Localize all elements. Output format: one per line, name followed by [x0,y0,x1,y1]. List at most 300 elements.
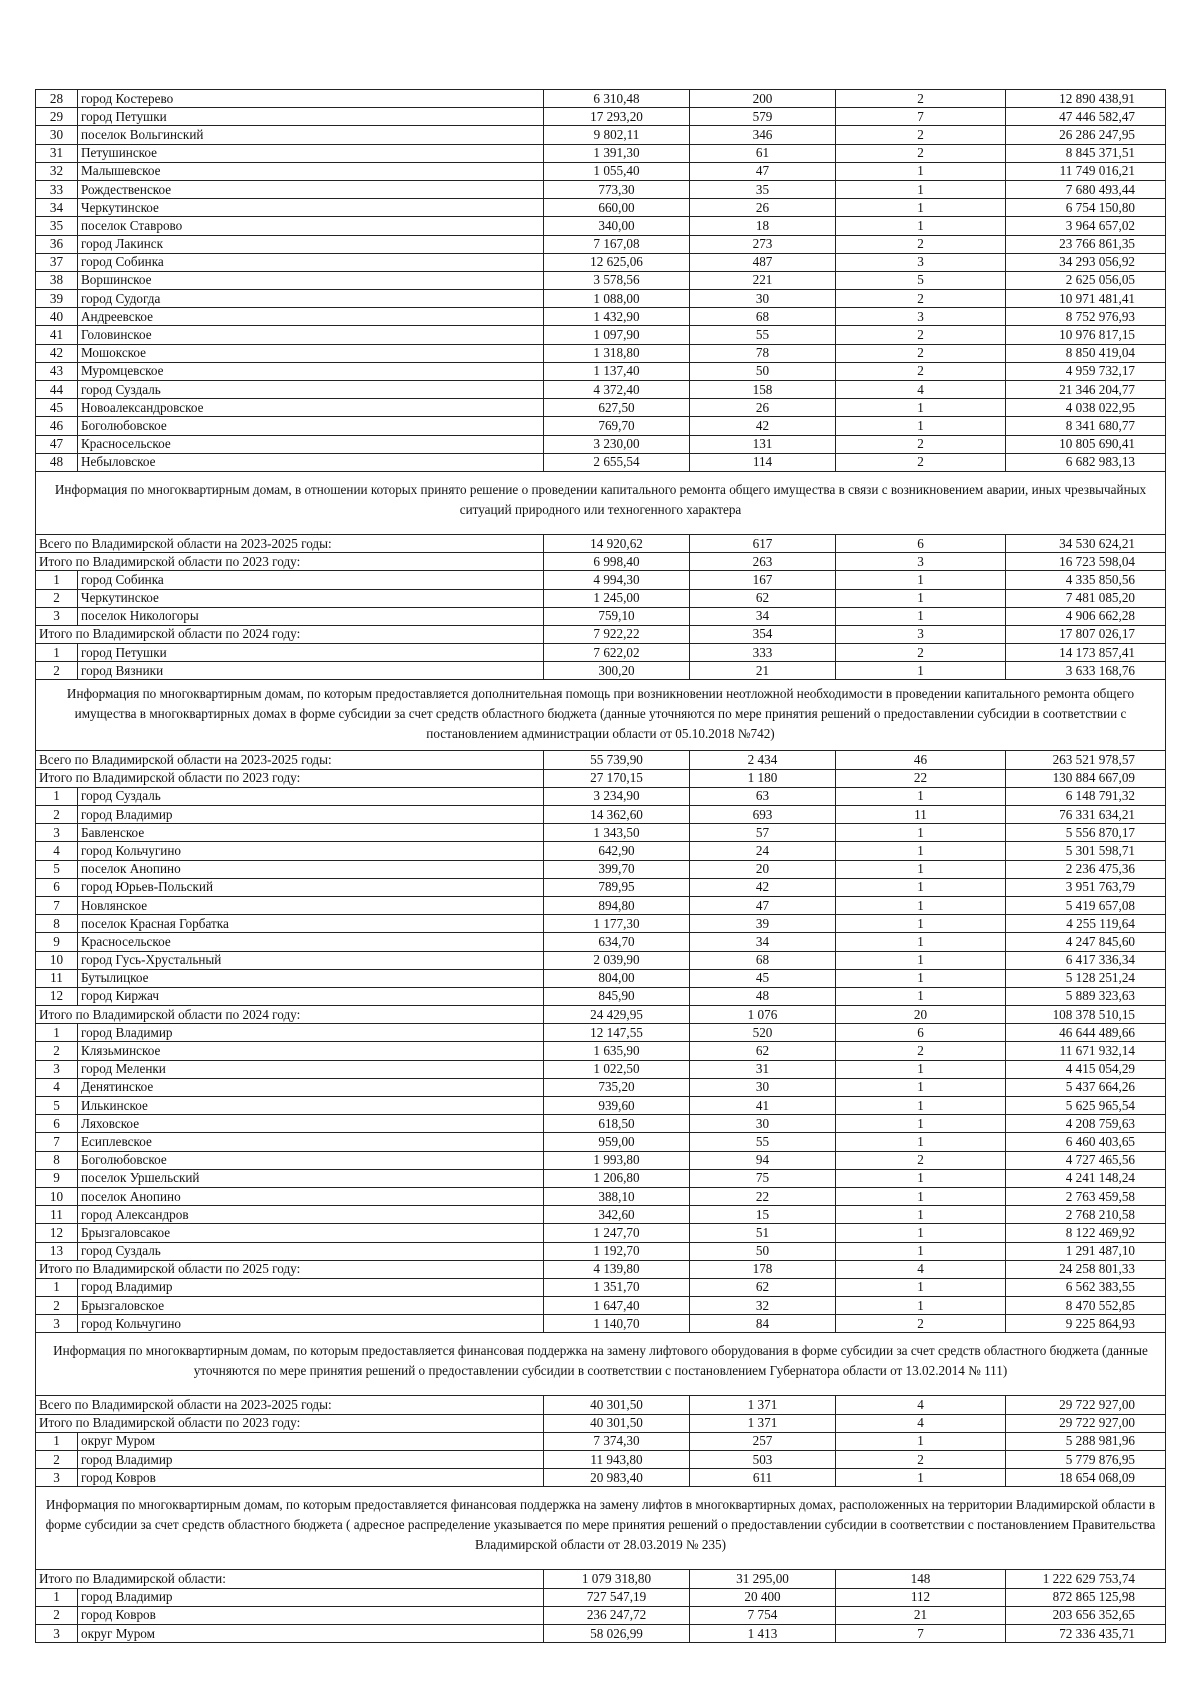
table-row [36,896,1166,914]
section-heading: Информация по многоквартирным домам, по которым предоставляется финансовая поддержка на замену лифтового оборудования в форме субсидии за счет средств областного бюджета (данные уточняются по мере принятия решений о предоставлении субсидии в соответствии с постановлением Губернатора области от 13.02.2014 № 111) [36,1333,1166,1396]
residents-count: 131 [690,435,836,453]
municipality-name: город Александров [78,1206,544,1224]
repair-cost: 6 562 383,55 [1006,1278,1166,1296]
repair-cost: 4 727 465,56 [1006,1151,1166,1169]
row-number: 8 [36,1151,78,1169]
residents-count: 617 [690,534,836,552]
total-area: 1 206,80 [544,1169,690,1187]
municipality-name: город Кольчугино [78,1315,544,1333]
repair-cost: 5 437 664,26 [1006,1078,1166,1096]
total-row [36,553,1166,571]
table-row [36,607,1166,625]
repair-cost: 29 722 927,00 [1006,1414,1166,1432]
residents-count: 62 [690,1278,836,1296]
table-row [36,1469,1166,1487]
residents-count: 18 [690,217,836,235]
municipality-name: Красносельское [78,435,544,453]
municipality-name: город Меленки [78,1060,544,1078]
repair-cost: 4 208 759,63 [1006,1115,1166,1133]
municipality-name: город Владимир [78,1451,544,1469]
repair-cost: 11 749 016,21 [1006,162,1166,180]
table-row [36,1432,1166,1450]
residents-count: 30 [690,1078,836,1096]
total-area: 1 351,70 [544,1278,690,1296]
table-row [36,1606,1166,1624]
total-area: 11 943,80 [544,1451,690,1469]
table-row [36,1297,1166,1315]
table-row [36,399,1166,417]
municipality-name: город Вязники [78,662,544,680]
section-heading: Информация по многоквартирным домам, в отношении которых принято решение о проведении капитального ремонта общего имущества в связи с возникновением аварии, иных чрезвычайных ситуаций природного или техногенного характера [36,471,1166,534]
total-area: 6 310,48 [544,90,690,108]
total-row [36,751,1166,769]
municipality-name: Илькинское [78,1097,544,1115]
table-row [36,108,1166,126]
repair-cost: 23 766 861,35 [1006,235,1166,253]
row-number: 5 [36,1097,78,1115]
table-row [36,326,1166,344]
total-area: 1 343,50 [544,824,690,842]
table-row [36,1151,1166,1169]
houses-count: 1 [836,1133,1006,1151]
row-number: 31 [36,144,78,162]
residents-count: 78 [690,344,836,362]
repair-cost: 108 378 510,15 [1006,1006,1166,1024]
repair-cost: 3 633 168,76 [1006,662,1166,680]
repair-cost: 46 644 489,66 [1006,1024,1166,1042]
repair-cost: 4 255 119,64 [1006,915,1166,933]
row-number: 7 [36,896,78,914]
row-number: 42 [36,344,78,362]
total-area: 894,80 [544,896,690,914]
row-number: 13 [36,1242,78,1260]
total-area: 1 140,70 [544,1315,690,1333]
houses-count: 46 [836,751,1006,769]
total-label: Всего по Владимирской области на 2023-2025 годы: [36,751,544,769]
total-area: 1 993,80 [544,1151,690,1169]
table-row [36,1278,1166,1296]
houses-count: 7 [836,1624,1006,1642]
row-number: 8 [36,915,78,933]
residents-count: 50 [690,362,836,380]
houses-count: 1 [836,933,1006,951]
program-table-body [36,90,1166,1643]
row-number: 45 [36,399,78,417]
table-row [36,344,1166,362]
row-number: 10 [36,951,78,969]
houses-count: 2 [836,235,1006,253]
municipality-name: Воршинское [78,271,544,289]
total-area: 40 301,50 [544,1396,690,1414]
residents-count: 42 [690,878,836,896]
repair-cost: 18 654 068,09 [1006,1469,1166,1487]
total-row [36,1396,1166,1414]
houses-count: 3 [836,253,1006,271]
section-heading-row [36,1487,1166,1570]
houses-count: 1 [836,878,1006,896]
row-number: 1 [36,644,78,662]
table-row [36,969,1166,987]
total-label: Итого по Владимирской области по 2024 году: [36,1006,544,1024]
municipality-name: Малышевское [78,162,544,180]
table-row [36,1042,1166,1060]
municipality-name: округ Муром [78,1432,544,1450]
table-row [36,381,1166,399]
table-row [36,180,1166,198]
repair-cost: 9 225 864,93 [1006,1315,1166,1333]
table-row [36,162,1166,180]
repair-cost: 130 884 667,09 [1006,769,1166,787]
row-number: 4 [36,842,78,860]
row-number: 37 [36,253,78,271]
table-row [36,824,1166,842]
repair-cost: 6 460 403,65 [1006,1133,1166,1151]
houses-count: 20 [836,1006,1006,1024]
residents-count: 41 [690,1097,836,1115]
houses-count: 1 [836,1224,1006,1242]
residents-count: 34 [690,933,836,951]
houses-count: 112 [836,1588,1006,1606]
residents-count: 68 [690,951,836,969]
section-heading-row [36,680,1166,751]
houses-count: 11 [836,806,1006,824]
repair-cost: 29 722 927,00 [1006,1396,1166,1414]
total-area: 7 622,02 [544,644,690,662]
section-heading: Информация по многоквартирным домам, по которым предоставляется финансовая поддержка на замену лифтов в многоквартирных домах, расположенных на территории Владимирской области в форме субсидии за счет средств областного бюджета ( адресное распределение указывается по мере принятия решений о предоставлении субсидии в соответствии с постановлением Правительства Владимирской области от 28.03.2019 № 235) [36,1487,1166,1570]
total-label: Итого по Владимирской области по 2023 году: [36,1414,544,1432]
repair-cost: 8 845 371,51 [1006,144,1166,162]
houses-count: 4 [836,1414,1006,1432]
row-number: 2 [36,806,78,824]
row-number: 10 [36,1187,78,1205]
municipality-name: Бавленское [78,824,544,842]
total-label: Всего по Владимирской области на 2023-2025 годы: [36,1396,544,1414]
repair-cost: 16 723 598,04 [1006,553,1166,571]
residents-count: 68 [690,308,836,326]
repair-cost: 4 959 732,17 [1006,362,1166,380]
total-area: 1 391,30 [544,144,690,162]
table-row [36,878,1166,896]
repair-cost: 4 335 850,56 [1006,571,1166,589]
row-number: 43 [36,362,78,380]
section-heading: Информация по многоквартирным домам, по которым предоставляется дополнительная помощь при возникновении неотложной необходимости в проведении капитального ремонта общего имущества в многоквартирных домах в форме субсидии за счет средств областного бюджета (данные уточняются по мере принятия решений о предоставлении субсидии в соответствии с постановлением администрации области от 05.10.2018 №742) [36,680,1166,751]
municipality-name: город Суздаль [78,1242,544,1260]
row-number: 48 [36,453,78,471]
repair-cost: 6 148 791,32 [1006,787,1166,805]
municipality-name: поселок Никологоры [78,607,544,625]
table-row [36,1588,1166,1606]
repair-cost: 3 951 763,79 [1006,878,1166,896]
total-area: 1 318,80 [544,344,690,362]
municipality-name: город Ковров [78,1606,544,1624]
houses-count: 2 [836,326,1006,344]
repair-cost: 6 754 150,80 [1006,199,1166,217]
total-area: 627,50 [544,399,690,417]
repair-cost: 6 417 336,34 [1006,951,1166,969]
municipality-name: город Юрьев-Польский [78,878,544,896]
houses-count: 1 [836,969,1006,987]
municipality-name: город Владимир [78,1278,544,1296]
houses-count: 2 [836,126,1006,144]
table-row [36,1024,1166,1042]
row-number: 32 [36,162,78,180]
residents-count: 487 [690,253,836,271]
row-number: 2 [36,1042,78,1060]
row-number: 7 [36,1133,78,1151]
residents-count: 75 [690,1169,836,1187]
total-area: 618,50 [544,1115,690,1133]
table-row [36,915,1166,933]
repair-cost: 1 291 487,10 [1006,1242,1166,1260]
repair-cost: 5 419 657,08 [1006,896,1166,914]
repair-cost: 17 807 026,17 [1006,625,1166,643]
houses-count: 1 [836,824,1006,842]
row-number: 38 [36,271,78,289]
table-row [36,308,1166,326]
total-row [36,769,1166,787]
total-area: 845,90 [544,987,690,1005]
houses-count: 1 [836,589,1006,607]
table-row [36,199,1166,217]
municipality-name: поселок Анопино [78,860,544,878]
residents-count: 50 [690,1242,836,1260]
total-area: 634,70 [544,933,690,951]
repair-cost: 7 680 493,44 [1006,180,1166,198]
total-area: 12 147,55 [544,1024,690,1042]
table-row [36,1451,1166,1469]
residents-count: 611 [690,1469,836,1487]
row-number: 1 [36,787,78,805]
houses-count: 1 [836,860,1006,878]
houses-count: 1 [836,571,1006,589]
houses-count: 1 [836,607,1006,625]
repair-cost: 8 341 680,77 [1006,417,1166,435]
total-area: 2 039,90 [544,951,690,969]
total-area: 1 088,00 [544,290,690,308]
total-label: Всего по Владимирской области на 2023-2025 годы: [36,534,544,552]
municipality-name: округ Муром [78,1624,544,1642]
total-area: 1 635,90 [544,1042,690,1060]
municipality-name: город Петушки [78,644,544,662]
residents-count: 7 754 [690,1606,836,1624]
repair-cost: 5 301 598,71 [1006,842,1166,860]
total-area: 340,00 [544,217,690,235]
municipality-name: город Владимир [78,1588,544,1606]
municipality-name: Клязьминское [78,1042,544,1060]
total-area: 759,10 [544,607,690,625]
residents-count: 55 [690,1133,836,1151]
table-row [36,144,1166,162]
table-row [36,662,1166,680]
residents-count: 693 [690,806,836,824]
total-row [36,1260,1166,1278]
row-number: 6 [36,878,78,896]
houses-count: 3 [836,308,1006,326]
repair-cost: 2 768 210,58 [1006,1206,1166,1224]
houses-count: 2 [836,1151,1006,1169]
municipality-name: город Лакинск [78,235,544,253]
residents-count: 178 [690,1260,836,1278]
residents-count: 47 [690,162,836,180]
repair-cost: 5 625 965,54 [1006,1097,1166,1115]
municipality-name: Есиплевское [78,1133,544,1151]
total-area: 1 192,70 [544,1242,690,1260]
residents-count: 200 [690,90,836,108]
total-area: 727 547,19 [544,1588,690,1606]
houses-count: 1 [836,1169,1006,1187]
houses-count: 1 [836,1115,1006,1133]
total-area: 660,00 [544,199,690,217]
residents-count: 114 [690,453,836,471]
houses-count: 1 [836,1242,1006,1260]
table-row [36,362,1166,380]
row-number: 9 [36,933,78,951]
residents-count: 62 [690,589,836,607]
table-row [36,217,1166,235]
houses-count: 1 [836,417,1006,435]
houses-count: 1 [836,217,1006,235]
houses-count: 1 [836,951,1006,969]
repair-cost: 76 331 634,21 [1006,806,1166,824]
total-area: 6 998,40 [544,553,690,571]
residents-count: 39 [690,915,836,933]
total-row [36,625,1166,643]
total-area: 1 177,30 [544,915,690,933]
residents-count: 1 076 [690,1006,836,1024]
total-area: 1 055,40 [544,162,690,180]
repair-cost: 3 964 657,02 [1006,217,1166,235]
municipality-name: город Владимир [78,806,544,824]
total-area: 939,60 [544,1097,690,1115]
municipality-name: Денятинское [78,1078,544,1096]
municipality-name: город Владимир [78,1024,544,1042]
table-row [36,453,1166,471]
total-area: 12 625,06 [544,253,690,271]
total-area: 55 739,90 [544,751,690,769]
repair-cost: 24 258 801,33 [1006,1260,1166,1278]
houses-count: 2 [836,362,1006,380]
houses-count: 1 [836,162,1006,180]
total-area: 24 429,95 [544,1006,690,1024]
houses-count: 4 [836,381,1006,399]
residents-count: 30 [690,290,836,308]
repair-cost: 72 336 435,71 [1006,1624,1166,1642]
document-page [35,89,1165,1643]
row-number: 35 [36,217,78,235]
table-row [36,1187,1166,1205]
houses-count: 5 [836,271,1006,289]
residents-count: 167 [690,571,836,589]
table-row [36,1115,1166,1133]
municipality-name: город Киржач [78,987,544,1005]
repair-cost: 4 038 022,95 [1006,399,1166,417]
municipality-name: город Гусь-Хрустальный [78,951,544,969]
total-area: 3 234,90 [544,787,690,805]
residents-count: 1 371 [690,1414,836,1432]
row-number: 29 [36,108,78,126]
total-area: 735,20 [544,1078,690,1096]
total-area: 769,70 [544,417,690,435]
table-row [36,1224,1166,1242]
houses-count: 1 [836,199,1006,217]
repair-cost: 4 247 845,60 [1006,933,1166,951]
total-area: 14 920,62 [544,534,690,552]
total-area: 1 022,50 [544,1060,690,1078]
houses-count: 1 [836,1060,1006,1078]
row-number: 46 [36,417,78,435]
municipality-name: город Собинка [78,571,544,589]
houses-count: 2 [836,144,1006,162]
repair-cost: 4 415 054,29 [1006,1060,1166,1078]
municipality-name: Мошокское [78,344,544,362]
repair-cost: 12 890 438,91 [1006,90,1166,108]
residents-count: 26 [690,199,836,217]
residents-count: 84 [690,1315,836,1333]
table-row [36,644,1166,662]
houses-count: 1 [836,1187,1006,1205]
program-table [35,89,1166,1643]
repair-cost: 4 906 662,28 [1006,607,1166,625]
table-row [36,90,1166,108]
residents-count: 51 [690,1224,836,1242]
total-area: 17 293,20 [544,108,690,126]
municipality-name: поселок Ставрово [78,217,544,235]
repair-cost: 34 530 624,21 [1006,534,1166,552]
residents-count: 158 [690,381,836,399]
repair-cost: 21 346 204,77 [1006,381,1166,399]
houses-count: 22 [836,769,1006,787]
residents-count: 47 [690,896,836,914]
repair-cost: 10 976 817,15 [1006,326,1166,344]
total-area: 399,70 [544,860,690,878]
residents-count: 346 [690,126,836,144]
residents-count: 62 [690,1042,836,1060]
repair-cost: 263 521 978,57 [1006,751,1166,769]
total-area: 804,00 [544,969,690,987]
repair-cost: 872 865 125,98 [1006,1588,1166,1606]
houses-count: 148 [836,1570,1006,1588]
total-area: 959,00 [544,1133,690,1151]
table-row [36,271,1166,289]
residents-count: 48 [690,987,836,1005]
houses-count: 2 [836,435,1006,453]
repair-cost: 47 446 582,47 [1006,108,1166,126]
total-area: 4 139,80 [544,1260,690,1278]
row-number: 3 [36,824,78,842]
total-area: 7 167,08 [544,235,690,253]
row-number: 44 [36,381,78,399]
row-number: 4 [36,1078,78,1096]
row-number: 40 [36,308,78,326]
row-number: 41 [36,326,78,344]
municipality-name: Бутылицкое [78,969,544,987]
repair-cost: 8 752 976,93 [1006,308,1166,326]
repair-cost: 2 236 475,36 [1006,860,1166,878]
residents-count: 579 [690,108,836,126]
total-label: Итого по Владимирской области по 2023 году: [36,769,544,787]
municipality-name: Небыловское [78,453,544,471]
repair-cost: 10 805 690,41 [1006,435,1166,453]
houses-count: 1 [836,1469,1006,1487]
table-row [36,235,1166,253]
residents-count: 20 400 [690,1588,836,1606]
houses-count: 1 [836,1097,1006,1115]
houses-count: 1 [836,987,1006,1005]
houses-count: 1 [836,662,1006,680]
row-number: 3 [36,1315,78,1333]
residents-count: 1 180 [690,769,836,787]
row-number: 2 [36,1606,78,1624]
